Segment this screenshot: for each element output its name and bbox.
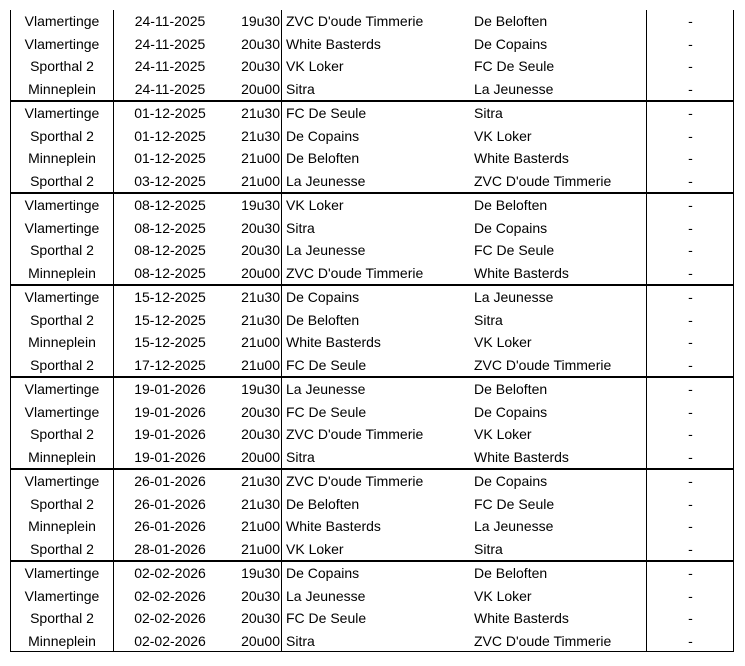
away-team-cell: White Basterds — [474, 448, 569, 465]
match-row — [11, 585, 733, 608]
venue-cell: Sporthal 2 — [30, 172, 94, 189]
date-cell: 19-01-2026 — [134, 448, 206, 465]
round-block — [11, 468, 733, 560]
match-row — [11, 538, 733, 561]
time-cell: 20u30 — [241, 58, 280, 75]
score-cell: - — [688, 587, 693, 604]
score-cell: - — [688, 197, 693, 214]
time-cell: 21u00 — [241, 540, 280, 557]
away-team-cell: FC De Seule — [474, 495, 555, 512]
time-cell: 20u30 — [241, 610, 280, 627]
away-team-cell: De Copains — [474, 219, 548, 236]
time-cell: 20u30 — [241, 587, 280, 604]
match-row — [11, 147, 733, 170]
away-team-cell: FC De Seule — [474, 242, 555, 259]
date-cell: 01-12-2025 — [134, 150, 206, 167]
home-team-cell: ZVC D'oude Timmerie — [286, 13, 424, 30]
time-cell: 20u30 — [241, 242, 280, 259]
home-team-cell: La Jeunesse — [286, 172, 366, 189]
away-team-cell: La Jeunesse — [474, 80, 554, 97]
venue-cell: Minneplein — [28, 264, 96, 281]
home-team-cell: De Beloften — [286, 150, 360, 167]
score-cell: - — [688, 35, 693, 52]
round-block — [11, 376, 733, 468]
venue-cell: Vlamertinge — [24, 473, 100, 490]
score-cell: - — [688, 150, 693, 167]
score-cell: - — [688, 448, 693, 465]
score-cell: - — [688, 172, 693, 189]
venue-cell: Vlamertinge — [24, 381, 100, 398]
home-team-cell: De Copains — [286, 289, 360, 306]
date-cell: 08-12-2025 — [134, 197, 206, 214]
match-row — [11, 33, 733, 56]
score-cell: - — [688, 540, 693, 557]
time-cell: 20u00 — [241, 264, 280, 281]
venue-cell: Sporthal 2 — [30, 127, 94, 144]
home-team-cell: White Basterds — [286, 35, 381, 52]
venue-cell: Vlamertinge — [24, 403, 100, 420]
date-cell: 02-02-2026 — [134, 565, 206, 582]
away-team-cell: VK Loker — [474, 587, 532, 604]
round-list — [11, 10, 733, 652]
match-row — [11, 170, 733, 193]
home-team-cell: FC De Seule — [286, 105, 367, 122]
venue-cell: Vlamertinge — [24, 13, 100, 30]
home-team-cell: Sitra — [286, 219, 315, 236]
away-team-cell: De Beloften — [474, 381, 548, 398]
venue-cell: Vlamertinge — [24, 289, 100, 306]
away-team-cell: FC De Seule — [474, 58, 555, 75]
venue-cell: Sporthal 2 — [30, 426, 94, 443]
score-cell: - — [688, 242, 693, 259]
score-cell: - — [688, 403, 693, 420]
time-cell: 19u30 — [241, 197, 280, 214]
away-team-cell: Sitra — [474, 540, 503, 557]
round-block — [11, 10, 733, 100]
date-cell: 01-12-2025 — [134, 127, 206, 144]
date-cell: 19-01-2026 — [134, 381, 206, 398]
venue-cell: Minneplein — [28, 150, 96, 167]
score-cell: - — [688, 610, 693, 627]
score-cell: - — [688, 565, 693, 582]
time-cell: 20u30 — [241, 426, 280, 443]
away-team-cell: De Beloften — [474, 565, 548, 582]
away-team-cell: De Copains — [474, 473, 548, 490]
score-cell: - — [688, 381, 693, 398]
time-cell: 21u30 — [241, 289, 280, 306]
home-team-cell: La Jeunesse — [286, 587, 366, 604]
score-cell: - — [688, 264, 693, 281]
date-cell: 02-02-2026 — [134, 632, 206, 649]
match-row — [11, 630, 733, 653]
date-cell: 19-01-2026 — [134, 403, 206, 420]
date-cell: 19-01-2026 — [134, 426, 206, 443]
date-cell: 02-02-2026 — [134, 587, 206, 604]
date-cell: 15-12-2025 — [134, 289, 206, 306]
match-row — [11, 354, 733, 377]
home-team-cell: Sitra — [286, 632, 315, 649]
home-team-cell: ZVC D'oude Timmerie — [286, 473, 424, 490]
venue-cell: Minneplein — [28, 632, 96, 649]
home-team-cell: VK Loker — [286, 197, 344, 214]
venue-cell: Vlamertinge — [24, 219, 100, 236]
match-row — [11, 239, 733, 262]
home-team-cell: FC De Seule — [286, 610, 367, 627]
score-cell: - — [688, 473, 693, 490]
venue-cell: Vlamertinge — [24, 587, 100, 604]
match-row — [11, 10, 733, 33]
away-team-cell: La Jeunesse — [474, 518, 554, 535]
time-cell: 21u00 — [241, 518, 280, 535]
time-cell: 20u30 — [241, 403, 280, 420]
home-team-cell: Sitra — [286, 448, 315, 465]
time-cell: 19u30 — [241, 381, 280, 398]
venue-cell: Sporthal 2 — [30, 356, 94, 373]
venue-cell: Minneplein — [28, 518, 96, 535]
match-row — [11, 55, 733, 78]
away-team-cell: De Beloften — [474, 13, 548, 30]
match-row — [11, 194, 733, 217]
round-block — [11, 560, 733, 652]
date-cell: 26-01-2026 — [134, 473, 206, 490]
round-block — [11, 284, 733, 376]
home-team-cell: La Jeunesse — [286, 381, 366, 398]
away-team-cell: De Copains — [474, 35, 548, 52]
date-cell: 24-11-2025 — [134, 35, 206, 52]
match-row — [11, 286, 733, 309]
away-team-cell: VK Loker — [474, 334, 532, 351]
date-cell: 24-11-2025 — [134, 13, 206, 30]
match-row — [11, 217, 733, 240]
date-cell: 26-01-2026 — [134, 518, 206, 535]
home-team-cell: De Copains — [286, 127, 360, 144]
date-cell: 26-01-2026 — [134, 495, 206, 512]
match-row — [11, 78, 733, 101]
match-row — [11, 401, 733, 424]
date-cell: 01-12-2025 — [134, 105, 206, 122]
date-cell: 03-12-2025 — [134, 172, 206, 189]
away-team-cell: Sitra — [474, 105, 503, 122]
venue-cell: Sporthal 2 — [30, 58, 94, 75]
date-cell: 08-12-2025 — [134, 242, 206, 259]
score-cell: - — [688, 426, 693, 443]
away-team-cell: De Beloften — [474, 197, 548, 214]
score-cell: - — [688, 495, 693, 512]
time-cell: 20u00 — [241, 80, 280, 97]
away-team-cell: ZVC D'oude Timmerie — [474, 632, 612, 649]
time-cell: 21u30 — [241, 495, 280, 512]
score-cell: - — [688, 219, 693, 236]
time-cell: 19u30 — [241, 13, 280, 30]
match-row — [11, 125, 733, 148]
score-cell: - — [688, 356, 693, 373]
time-cell: 20u00 — [241, 448, 280, 465]
away-team-cell: White Basterds — [474, 150, 569, 167]
time-cell: 21u00 — [241, 150, 280, 167]
venue-cell: Sporthal 2 — [30, 495, 94, 512]
match-row — [11, 378, 733, 401]
score-cell: - — [688, 127, 693, 144]
score-cell: - — [688, 13, 693, 30]
time-cell: 21u00 — [241, 334, 280, 351]
away-team-cell: VK Loker — [474, 426, 532, 443]
match-row — [11, 607, 733, 630]
home-team-cell: ZVC D'oude Timmerie — [286, 426, 424, 443]
match-row — [11, 331, 733, 354]
date-cell: 28-01-2026 — [134, 540, 206, 557]
match-row — [11, 470, 733, 493]
venue-cell: Sporthal 2 — [30, 311, 94, 328]
round-block — [11, 192, 733, 284]
time-cell: 20u30 — [241, 219, 280, 236]
home-team-cell: De Copains — [286, 565, 360, 582]
match-row — [11, 446, 733, 469]
date-cell: 02-02-2026 — [134, 610, 206, 627]
time-cell: 19u30 — [241, 565, 280, 582]
venue-cell: Vlamertinge — [24, 197, 100, 214]
venue-cell: Vlamertinge — [24, 35, 100, 52]
home-team-cell: VK Loker — [286, 58, 344, 75]
time-cell: 21u30 — [241, 473, 280, 490]
match-row — [11, 562, 733, 585]
score-cell: - — [688, 289, 693, 306]
venue-cell: Sporthal 2 — [30, 540, 94, 557]
home-team-cell: De Beloften — [286, 311, 360, 328]
venue-cell: Minneplein — [28, 334, 96, 351]
home-team-cell: FC De Seule — [286, 356, 367, 373]
date-cell: 24-11-2025 — [134, 80, 206, 97]
score-cell: - — [688, 80, 693, 97]
time-cell: 21u30 — [241, 105, 280, 122]
match-row — [11, 515, 733, 538]
time-cell: 21u30 — [241, 311, 280, 328]
time-cell: 21u00 — [241, 356, 280, 373]
venue-cell: Sporthal 2 — [30, 610, 94, 627]
venue-cell: Minneplein — [28, 80, 96, 97]
home-team-cell: De Beloften — [286, 495, 360, 512]
away-team-cell: VK Loker — [474, 127, 532, 144]
date-cell: 08-12-2025 — [134, 219, 206, 236]
venue-cell: Vlamertinge — [24, 565, 100, 582]
match-row — [11, 309, 733, 332]
home-team-cell: ZVC D'oude Timmerie — [286, 264, 424, 281]
date-cell: 15-12-2025 — [134, 311, 206, 328]
date-cell: 15-12-2025 — [134, 334, 206, 351]
home-team-cell: La Jeunesse — [286, 242, 366, 259]
time-cell: 21u30 — [241, 127, 280, 144]
away-team-cell: La Jeunesse — [474, 289, 554, 306]
date-cell: 17-12-2025 — [134, 356, 206, 373]
round-block — [11, 100, 733, 192]
match-row — [11, 423, 733, 446]
score-cell: - — [688, 311, 693, 328]
home-team-cell: Sitra — [286, 80, 315, 97]
date-cell: 24-11-2025 — [134, 58, 206, 75]
venue-cell: Minneplein — [28, 448, 96, 465]
venue-cell: Vlamertinge — [24, 105, 100, 122]
time-cell: 21u00 — [241, 172, 280, 189]
away-team-cell: ZVC D'oude Timmerie — [474, 356, 612, 373]
away-team-cell: ZVC D'oude Timmerie — [474, 172, 612, 189]
away-team-cell: White Basterds — [474, 264, 569, 281]
score-cell: - — [688, 518, 693, 535]
home-team-cell: VK Loker — [286, 540, 344, 557]
score-cell: - — [688, 334, 693, 351]
away-team-cell: Sitra — [474, 311, 503, 328]
venue-cell: Sporthal 2 — [30, 242, 94, 259]
score-cell: - — [688, 105, 693, 122]
home-team-cell: White Basterds — [286, 518, 381, 535]
score-cell: - — [688, 632, 693, 649]
home-team-cell: White Basterds — [286, 334, 381, 351]
away-team-cell: White Basterds — [474, 610, 569, 627]
time-cell: 20u30 — [241, 35, 280, 52]
match-row — [11, 262, 733, 285]
home-team-cell: FC De Seule — [286, 403, 367, 420]
time-cell: 20u00 — [241, 632, 280, 649]
match-row — [11, 493, 733, 516]
date-cell: 08-12-2025 — [134, 264, 206, 281]
schedule-table — [10, 10, 734, 652]
score-cell: - — [688, 58, 693, 75]
away-team-cell: De Copains — [474, 403, 548, 420]
match-row — [11, 102, 733, 125]
